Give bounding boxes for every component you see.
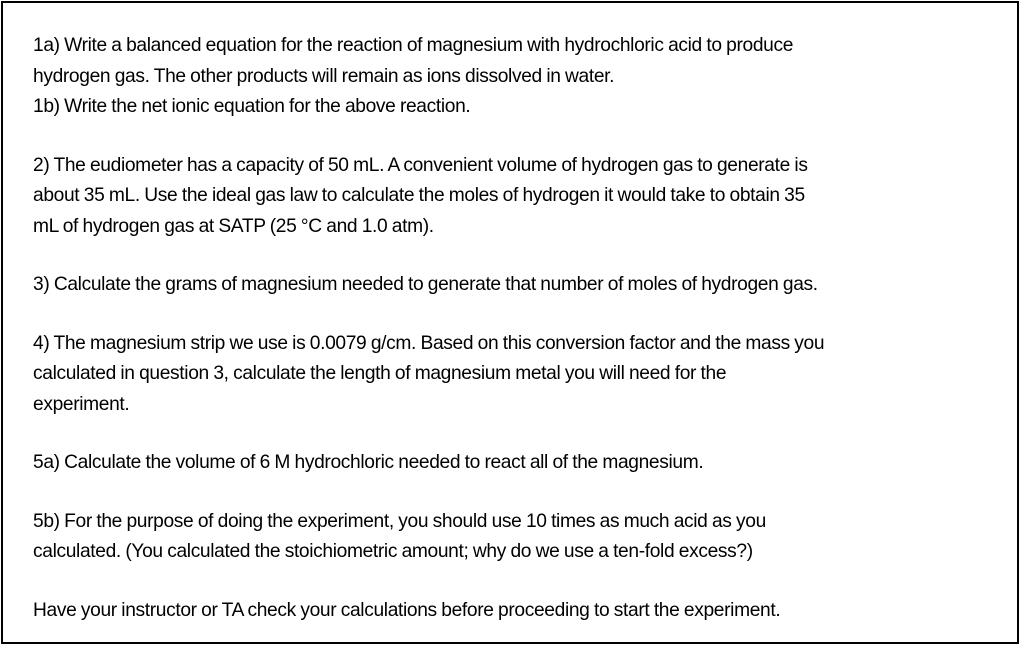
spacer bbox=[33, 568, 998, 596]
question-2-line-2: about 35 mL. Use the ideal gas law to calculate the moles of hydrogen it would take to obtain 35 bbox=[33, 185, 805, 206]
question-5a bbox=[33, 448, 998, 479]
question-4-line-2: calculated in question 3, calculate the length of magnesium metal you will need for the bbox=[33, 363, 727, 384]
question-1b-line: 1b) Write the net ionic equation for the above reaction. bbox=[33, 96, 471, 117]
question-1 bbox=[33, 31, 998, 123]
question-5b-line-2: calculated. (You calculated the stoichiometric amount; why do we use a ten-fold excess?) bbox=[33, 541, 753, 562]
question-5b bbox=[33, 507, 998, 568]
question-3-line-1: 3) Calculate the grams of magnesium needed to generate that number of moles of hydrogen gas. bbox=[33, 274, 818, 295]
question-1-line-1: 1a) Write a balanced equation for the reaction of magnesium with hydrochloric acid to produce bbox=[33, 35, 794, 56]
question-2-line-1: 2) The eudiometer has a capacity of 50 mL. A convenient volume of hydrogen gas to generate is bbox=[33, 154, 808, 176]
question-4 bbox=[33, 329, 998, 421]
spacer bbox=[33, 479, 998, 507]
question-5b-line-1: 5b) For the purpose of doing the experiment, you should use 10 times as much acid as you bbox=[33, 510, 766, 532]
instructor-check-line: Have your instructor or TA check your calculations before proceeding to start the experiment. bbox=[33, 599, 781, 621]
worksheet-content bbox=[33, 31, 998, 626]
question-1-line-2: hydrogen gas. The other products will remain as ions dissolved in water. bbox=[33, 65, 615, 87]
question-4-line-3: experiment. bbox=[33, 393, 130, 415]
spacer bbox=[33, 123, 998, 151]
question-3 bbox=[33, 270, 998, 301]
worksheet-frame bbox=[1, 1, 1019, 644]
question-4-line-1: 4) The magnesium strip we use is 0.0079 g/cm. Based on this conversion factor and the mass you bbox=[33, 332, 825, 354]
spacer bbox=[33, 242, 998, 270]
instructor-check-note bbox=[33, 596, 998, 627]
spacer bbox=[33, 301, 998, 329]
question-5a-line-1: 5a) Calculate the volume of 6 M hydrochloric needed to react all of the magnesium. bbox=[33, 452, 704, 473]
question-2-line-3: mL of hydrogen gas at SATP (25 °C and 1.0 atm). bbox=[33, 215, 434, 237]
spacer bbox=[33, 420, 998, 448]
question-2 bbox=[33, 151, 998, 243]
